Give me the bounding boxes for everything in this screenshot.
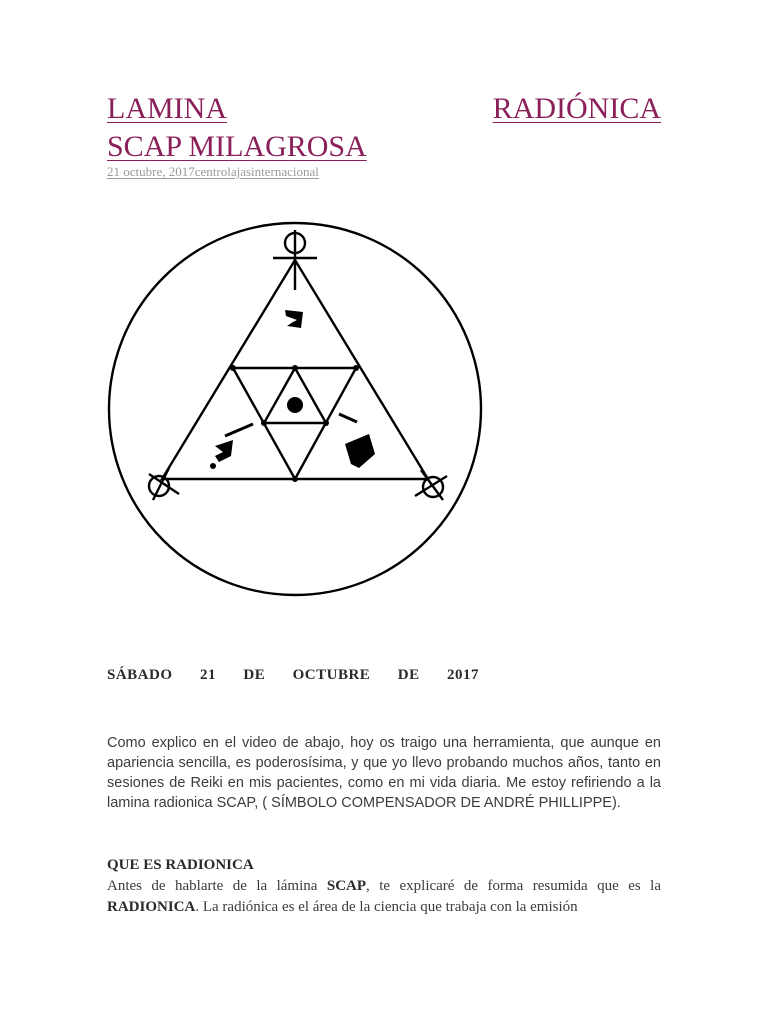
section-text-bold-radionica: RADIONICA [107, 899, 196, 915]
date-word-de: DE [243, 667, 266, 683]
center-dot [287, 397, 303, 413]
section-paragraph [107, 876, 661, 918]
title-word-lamina: LAMINA [107, 92, 227, 125]
section-text-part1: Antes de hablarte de la lámina [107, 878, 327, 894]
vertex-dot [292, 365, 298, 371]
title-line-2[interactable]: SCAP MILAGROSA [107, 130, 367, 163]
date-word-day: SÁBADO [107, 667, 173, 683]
section-text [107, 876, 661, 918]
page-title[interactable] [107, 90, 661, 166]
inner-up-triangle [264, 368, 326, 423]
post-meta-link[interactable]: 21 octubre, 2017centrolajasinternacional [107, 164, 319, 179]
vertex-dot [230, 365, 236, 371]
intro-text: Como explico en el video de abajo, hoy os traigo una herramienta, que aunque en apariencia sencilla, es poderosísima, y que yo llevo probando muchos años, tanto en sesiones de Reiki en mis pacientes, como en mi vida diaria. Me estoy refiriendo a la lamina radionica SCAP, ( SÍMBOLO COMPENSADOR DE ANDRÉ PHILLIPPE). [107, 735, 661, 811]
top-glyph [285, 310, 303, 328]
right-glyph [345, 434, 375, 468]
left-glyph-stroke [225, 424, 253, 436]
vertex-dot [292, 476, 298, 482]
date-word-month: OCTUBRE [292, 667, 371, 683]
right-glyph-stroke [339, 414, 357, 422]
title-line-1[interactable] [107, 90, 661, 128]
scap-symbol-drawing [107, 210, 661, 610]
date-word-number: 21 [199, 667, 216, 683]
left-glyph-dot [210, 463, 216, 469]
vertex-dot [353, 365, 359, 371]
title-word-radionica: RADIÓNICA [492, 92, 661, 125]
scap-symbol-image [107, 210, 661, 610]
intro-paragraph [107, 733, 661, 813]
vertex-dot [323, 420, 329, 426]
left-glyph [215, 440, 233, 462]
date-heading [107, 667, 479, 684]
section-text-part2: , te explicaré de forma resumida que es la [366, 878, 661, 894]
section-heading: QUE ES RADIONICA [107, 857, 254, 873]
vertex-dot [261, 420, 267, 426]
section-text-bold-scap: SCAP [326, 878, 367, 894]
date-word-de-2: DE [397, 667, 420, 683]
section-text-part3: . La radiónica es el área de la ciencia que trabaja con la emisión [195, 899, 578, 915]
date-word-year: 2017 [447, 667, 479, 683]
